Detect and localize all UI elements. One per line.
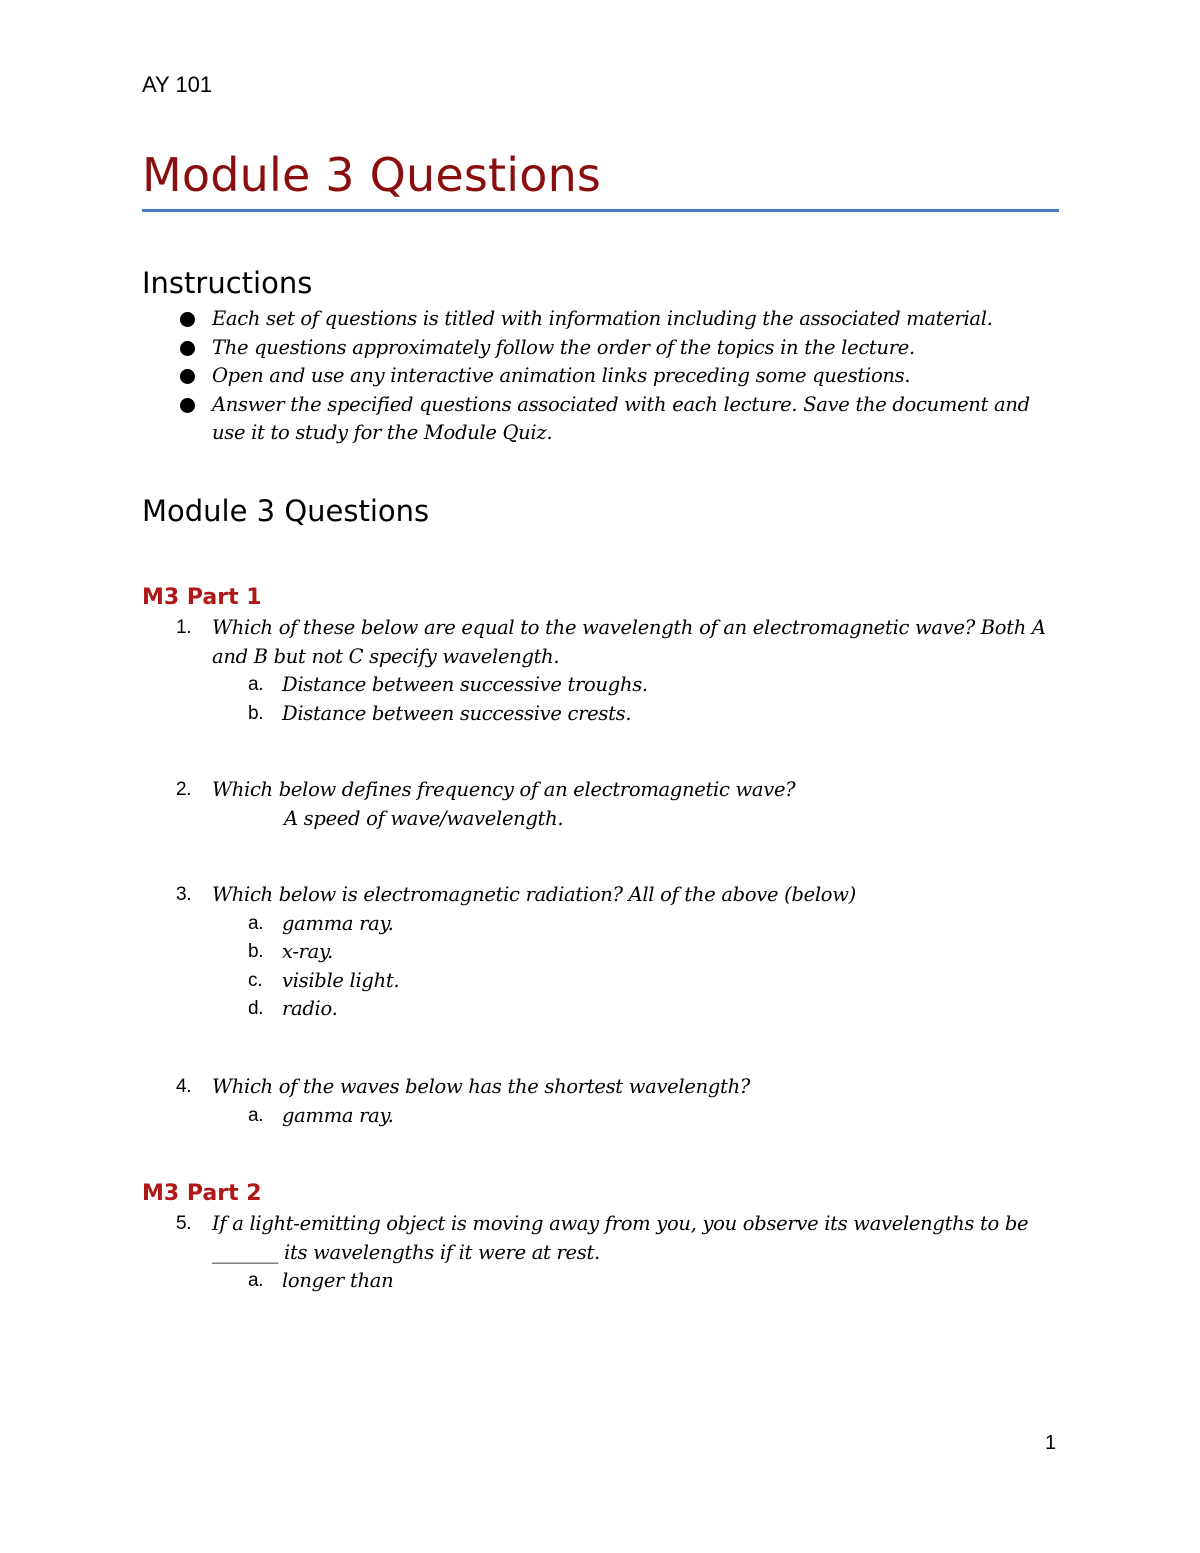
instruction-text: Answer the specified questions associated with each lecture. Save the document and use it to study for the Module Quiz. bbox=[212, 392, 1030, 444]
question-text: Which of these below are equal to the wavelength of an electromagnetic wave? Both A and B but not C specify wavelength. bbox=[212, 616, 1046, 668]
answer-note: A speed of wave/wavelength. bbox=[284, 806, 564, 830]
options-list bbox=[176, 1102, 1056, 1131]
option-item bbox=[176, 671, 1056, 700]
instruction-text: Each set of questions is titled with information including the associated material. bbox=[212, 307, 993, 330]
bullet-icon bbox=[180, 341, 195, 356]
question-2 bbox=[176, 776, 1056, 833]
instruction-text: Open and use any interactive animation links preceding some questions. bbox=[212, 364, 911, 387]
option-letter: b. bbox=[248, 941, 264, 962]
question-number: 4. bbox=[176, 1076, 192, 1097]
instruction-item bbox=[142, 391, 1062, 448]
option-item bbox=[176, 910, 1056, 939]
question-4 bbox=[176, 1073, 1056, 1130]
options-list bbox=[176, 1267, 1056, 1296]
option-text: visible light. bbox=[282, 968, 400, 992]
option-letter: d. bbox=[248, 998, 264, 1019]
option-text: radio. bbox=[282, 997, 338, 1020]
course-header: AY 101 bbox=[142, 72, 213, 97]
question-number: 2. bbox=[176, 779, 192, 800]
instructions-heading: Instructions bbox=[142, 266, 313, 300]
bullet-icon bbox=[180, 369, 195, 384]
option-letter: a. bbox=[248, 1104, 264, 1126]
option-text: x-ray. bbox=[282, 940, 334, 963]
option-text: Distance between successive crests. bbox=[282, 701, 632, 725]
question-text: Which below is electromagnetic radiation? All of the above (below) bbox=[212, 883, 856, 906]
page-number: 1 bbox=[1045, 1432, 1057, 1454]
instruction-item bbox=[142, 305, 1062, 334]
option-item bbox=[176, 1102, 1056, 1131]
option-text: Distance between successive troughs. bbox=[282, 673, 648, 696]
instructions-list bbox=[142, 305, 1062, 448]
option-letter: a. bbox=[248, 912, 264, 934]
bullet-icon bbox=[180, 398, 195, 413]
part-heading-2: M3 Part 2 bbox=[142, 1181, 262, 1206]
question-5 bbox=[176, 1210, 1056, 1296]
question-1 bbox=[176, 614, 1056, 728]
instruction-item bbox=[142, 334, 1062, 363]
options-list bbox=[176, 671, 1056, 728]
option-item bbox=[176, 967, 1056, 996]
option-letter: a. bbox=[248, 674, 264, 695]
options-list bbox=[176, 910, 1056, 1024]
option-item bbox=[176, 700, 1056, 729]
bullet-icon bbox=[180, 312, 195, 327]
question-text: Which below defines frequency of an electromagnetic wave? bbox=[212, 778, 796, 801]
option-text: gamma ray. bbox=[282, 1103, 394, 1127]
instruction-text: The questions approximately follow the order of the topics in the lecture. bbox=[212, 335, 915, 359]
title-underline-rule bbox=[142, 209, 1059, 212]
question-number: 3. bbox=[176, 884, 192, 905]
option-letter: b. bbox=[248, 702, 264, 724]
question-number: 1. bbox=[176, 617, 192, 638]
option-item bbox=[176, 938, 1056, 967]
question-3 bbox=[176, 881, 1056, 1024]
question-text: If a light-emitting object is moving away from you, you observe its wavelengths to be _______ its wavelengths if it were at rest. bbox=[212, 1212, 1029, 1264]
option-item bbox=[176, 1267, 1056, 1296]
question-text: Which of the waves below has the shortest wavelength? bbox=[212, 1075, 750, 1098]
option-text: longer than bbox=[282, 1269, 394, 1292]
document-title: Module 3 Questions bbox=[142, 148, 602, 202]
instruction-item bbox=[142, 362, 1062, 391]
part-heading-1: M3 Part 1 bbox=[142, 585, 262, 610]
option-item bbox=[176, 995, 1056, 1024]
section-heading: Module 3 Questions bbox=[142, 494, 430, 528]
option-text: gamma ray. bbox=[282, 911, 394, 935]
question-number: 5. bbox=[176, 1213, 192, 1234]
option-letter: a. bbox=[248, 1270, 264, 1291]
option-letter: c. bbox=[248, 969, 263, 991]
